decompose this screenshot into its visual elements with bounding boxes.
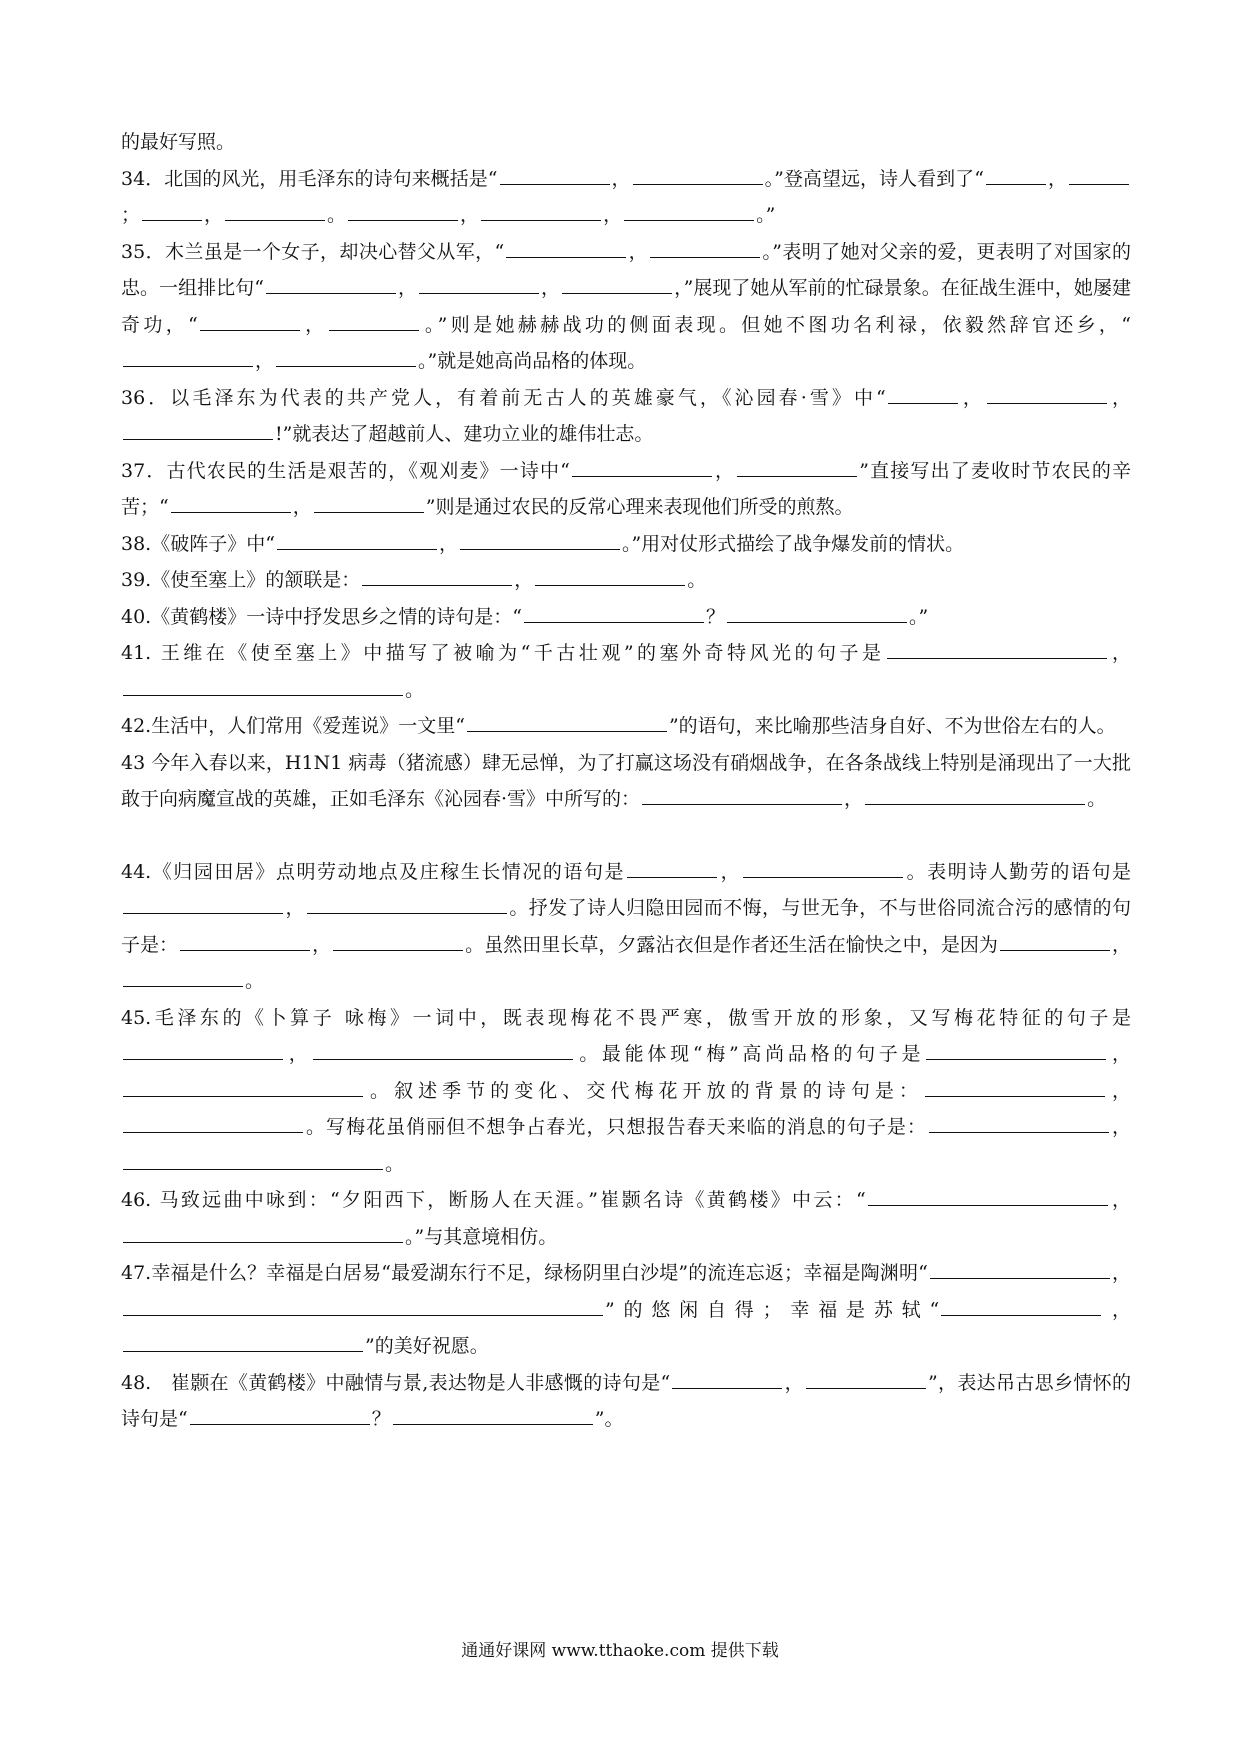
text: ， — [784, 1371, 804, 1394]
answer-blank[interactable] — [572, 457, 712, 476]
text: 。”登高望远，诗人看到了“ — [764, 167, 984, 190]
text: 44.《归园田居》点明劳动地点及庄稼生长情况的语句是 — [121, 860, 626, 883]
text: 。 — [1087, 788, 1107, 810]
answer-blank[interactable] — [535, 567, 685, 586]
answer-blank[interactable] — [650, 238, 760, 257]
answer-blank[interactable] — [123, 968, 243, 987]
text: ”直接写出了麦收时节农民的辛苦；“ — [121, 459, 1131, 518]
text: ？ — [371, 1408, 391, 1430]
text: 。 — [405, 678, 425, 701]
answer-blank[interactable] — [276, 348, 416, 367]
text: 。” — [756, 204, 776, 226]
text: 36．以毛泽东为代表的共产党人，有着前无古人的英雄豪气，《沁园春·雪》中“ — [121, 386, 886, 409]
answer-blank[interactable] — [642, 786, 842, 805]
answer-blank[interactable] — [743, 858, 903, 877]
question-40 — [121, 599, 1131, 636]
text: 。最能体现“梅”高尚品格的句子是 — [575, 1043, 925, 1065]
text: ， — [1109, 1189, 1131, 1211]
question-41 — [121, 635, 1131, 708]
answer-blank[interactable] — [506, 238, 626, 257]
text: ， — [301, 313, 328, 336]
answer-blank[interactable] — [562, 275, 672, 294]
answer-blank[interactable] — [123, 348, 253, 367]
answer-blank[interactable] — [868, 1187, 1108, 1206]
question-39 — [121, 562, 1131, 599]
text: ， — [1111, 1262, 1131, 1284]
document-page — [121, 124, 1131, 1438]
text: ， — [713, 459, 736, 482]
question-35 — [121, 234, 1131, 380]
answer-blank[interactable] — [1069, 165, 1129, 184]
text: 47.幸福是什么？幸福是白居易“最爱湖东行不足，绿杨阴里白沙堤”的流连忘返；幸福是陶渊明“ — [121, 1262, 928, 1284]
answer-blank[interactable] — [313, 1041, 573, 1060]
text: ， — [1110, 1116, 1131, 1138]
question-47 — [121, 1255, 1131, 1365]
question-45 — [121, 1000, 1131, 1183]
text: ， — [1111, 933, 1131, 956]
question-44 — [121, 854, 1131, 1000]
answer-blank[interactable] — [180, 931, 310, 950]
text: ， — [719, 860, 742, 883]
text: ； — [121, 204, 141, 226]
answer-blank[interactable] — [500, 165, 610, 184]
answer-blank[interactable] — [123, 1150, 383, 1169]
text: ， — [397, 277, 417, 299]
text: ， — [1108, 642, 1131, 664]
text: ”，表达吊古思乡情怀的诗句是“ — [121, 1371, 1131, 1430]
answer-blank[interactable] — [333, 931, 463, 950]
text: ， — [460, 204, 480, 226]
answer-blank[interactable] — [467, 713, 667, 732]
answer-blank[interactable] — [123, 1077, 363, 1096]
answer-blank[interactable] — [171, 494, 291, 513]
text: ， — [312, 933, 332, 956]
text: 42.生活中，人们常用《爱莲说》一文里“ — [121, 715, 465, 737]
text: ， — [603, 204, 623, 226]
text: 。表明诗人勤劳的语句是 — [905, 860, 1131, 883]
answer-blank[interactable] — [200, 311, 300, 330]
text: 。 — [327, 204, 347, 226]
text: ， — [611, 167, 631, 190]
text: 。 — [245, 970, 265, 992]
text: ， — [1047, 167, 1067, 190]
answer-blank[interactable] — [987, 384, 1107, 403]
question-36 — [121, 380, 1131, 453]
text: ， — [285, 897, 305, 919]
text: 。叙述季节的变化、交代梅花开放的背景的诗句是： — [365, 1079, 923, 1102]
text: ， — [1103, 1298, 1131, 1321]
answer-blank[interactable] — [266, 275, 396, 294]
text: 。” — [908, 605, 929, 628]
text: ， — [204, 204, 224, 226]
text: 。 — [687, 569, 707, 591]
text: ， — [844, 788, 864, 810]
answer-blank[interactable] — [348, 202, 458, 221]
answer-blank[interactable] — [123, 1114, 303, 1133]
text: ， — [1108, 386, 1131, 409]
text: 48. 崔颢在《黄鹤楼》中融情与景,表达物是人非感慨的诗句是“ — [121, 1371, 671, 1394]
answer-blank[interactable] — [672, 1369, 782, 1388]
answer-blank[interactable] — [926, 1041, 1106, 1060]
answer-blank[interactable] — [329, 311, 419, 330]
answer-blank[interactable] — [865, 786, 1085, 805]
text: 。”与其意境相仿。 — [405, 1225, 558, 1248]
text: 40.《黄鹤楼》一诗中抒发思乡之情的诗句是：“ — [121, 605, 522, 628]
question-42 — [121, 708, 1131, 745]
question-43 — [121, 745, 1131, 818]
answer-blank[interactable] — [930, 1260, 1110, 1279]
text: ？ — [705, 605, 725, 628]
answer-blank[interactable] — [277, 530, 437, 549]
answer-blank[interactable] — [419, 275, 539, 294]
answer-blank[interactable] — [627, 858, 717, 877]
text: ”的语句，来比喻那些洁身自好、不为世俗左右的人。 — [668, 715, 1116, 737]
answer-blank[interactable] — [123, 1296, 603, 1315]
answer-blank[interactable] — [123, 895, 283, 914]
answer-blank[interactable] — [123, 676, 403, 695]
answer-blank[interactable] — [633, 165, 763, 184]
text: ”。 — [594, 1408, 624, 1430]
answer-blank[interactable] — [929, 1114, 1109, 1133]
answer-blank[interactable] — [314, 494, 424, 513]
question-38 — [121, 526, 1131, 563]
text: 35．木兰虽是一个女子，却决心替父从军，“ — [121, 240, 505, 263]
text: ， — [959, 386, 985, 409]
answer-blank[interactable] — [362, 567, 512, 586]
paragraph-continuation — [121, 124, 1131, 161]
text: ， — [255, 350, 275, 372]
question-48 — [121, 1365, 1131, 1438]
answer-blank[interactable] — [123, 421, 273, 440]
answer-blank[interactable] — [986, 165, 1046, 184]
answer-blank[interactable] — [225, 202, 325, 221]
text: 。虽然田里长草，夕露沾衣但是作者还生活在愉快之中，是因为 — [465, 933, 998, 956]
text: ， — [438, 532, 458, 555]
text: 34．北国的风光，用毛泽东的诗句来概括是“ — [121, 167, 498, 190]
answer-blank[interactable] — [524, 603, 704, 622]
text: 。”就是她高尚品格的体现。 — [418, 350, 647, 372]
answer-blank[interactable] — [624, 202, 754, 221]
text: ，”展现了她从军前的忙碌景象。在征战生涯中，她屡建奇功，“ — [121, 277, 1131, 336]
text: 37．古代农民的生活是艰苦的，《观刈麦》一诗中“ — [121, 459, 570, 482]
text: ， — [514, 569, 534, 591]
text: ”的悠闲自得；幸福是苏轼“ — [605, 1298, 940, 1321]
answer-blank[interactable] — [393, 1406, 593, 1425]
question-46 — [121, 1182, 1131, 1255]
page-footer: 通通好课网 www.tthaoke.com 提供下载 — [461, 1641, 779, 1661]
text: ， — [285, 1043, 312, 1065]
text: 39.《使至塞上》的颔联是： — [121, 569, 361, 591]
text: 46. 马致远曲中咏到：“夕阳西下，断肠人在天涯。”崔颢名诗《黄鹤楼》中云：“ — [121, 1189, 866, 1211]
text: 43 今年入春以来，H1N1 病毒（猪流感）肆无忌惮，为了打赢这场没有硝烟战争，在各条战线上特别是涌现出了一大批敢于向病魔宣战的英雄，正如毛泽东《沁园春·雪》中所写的： — [121, 751, 1131, 810]
answer-blank[interactable] — [806, 1369, 926, 1388]
answer-blank[interactable] — [123, 1223, 403, 1242]
text: ， — [540, 277, 561, 299]
text: 。抒发了诗人归隐田园而不悔，与世无争，不与世俗同流合污的感情的句子是： — [121, 897, 1131, 956]
answer-blank[interactable] — [925, 1077, 1105, 1096]
answer-blank[interactable] — [481, 202, 601, 221]
answer-blank[interactable] — [888, 384, 958, 403]
answer-blank[interactable] — [123, 1041, 283, 1060]
text: ， — [292, 496, 312, 518]
text: ， — [1108, 1043, 1131, 1065]
text: ”的美好祝愿。 — [365, 1335, 489, 1357]
text: 38.《破阵子》中“ — [121, 532, 275, 555]
text: 。 — [385, 1152, 405, 1175]
answer-blank[interactable] — [1000, 931, 1110, 950]
text: ， — [628, 240, 649, 263]
text: 。”用对仗形式描绘了战争爆发前的情状。 — [621, 532, 965, 555]
answer-blank[interactable] — [941, 1296, 1101, 1315]
text: ， — [1106, 1079, 1131, 1102]
text: 45.毛泽东的《卜算子 咏梅》一词中，既表现梅花不畏严寒，傲雪开放的形象，又写梅花特征的句子是 — [121, 1006, 1131, 1029]
answer-blank[interactable] — [727, 603, 907, 622]
question-37 — [121, 453, 1131, 526]
answer-blank[interactable] — [123, 1333, 363, 1352]
text: !”就表达了超越前人、建功立业的雄伟壮志。 — [275, 423, 654, 445]
answer-blank[interactable] — [460, 530, 620, 549]
answer-blank[interactable] — [887, 640, 1107, 659]
text: 。”表明了她对父亲的爱，更表明了对国家的忠。一组排比句“ — [121, 240, 1131, 299]
text: 41. 王维在《使至塞上》中描写了被喻为“千古壮观”的塞外奇特风光的句子是 — [121, 642, 885, 664]
text: ”则是通过农民的反常心理来表现他们所受的煎熬。 — [425, 496, 854, 518]
text: 。写梅花虽俏丽但不想争占春光，只想报告春天来临的消息的句子是： — [305, 1116, 927, 1138]
text: 。”则是她赫赫战功的侧面表现。但她不图功名利禄，依毅然辞官还乡，“ — [421, 313, 1131, 336]
answer-blank[interactable] — [737, 457, 857, 476]
answer-blank[interactable] — [142, 202, 202, 221]
text: 的最好写照。 — [121, 131, 236, 153]
question-34 — [121, 161, 1131, 234]
answer-blank[interactable] — [190, 1406, 370, 1425]
answer-blank[interactable] — [307, 895, 507, 914]
